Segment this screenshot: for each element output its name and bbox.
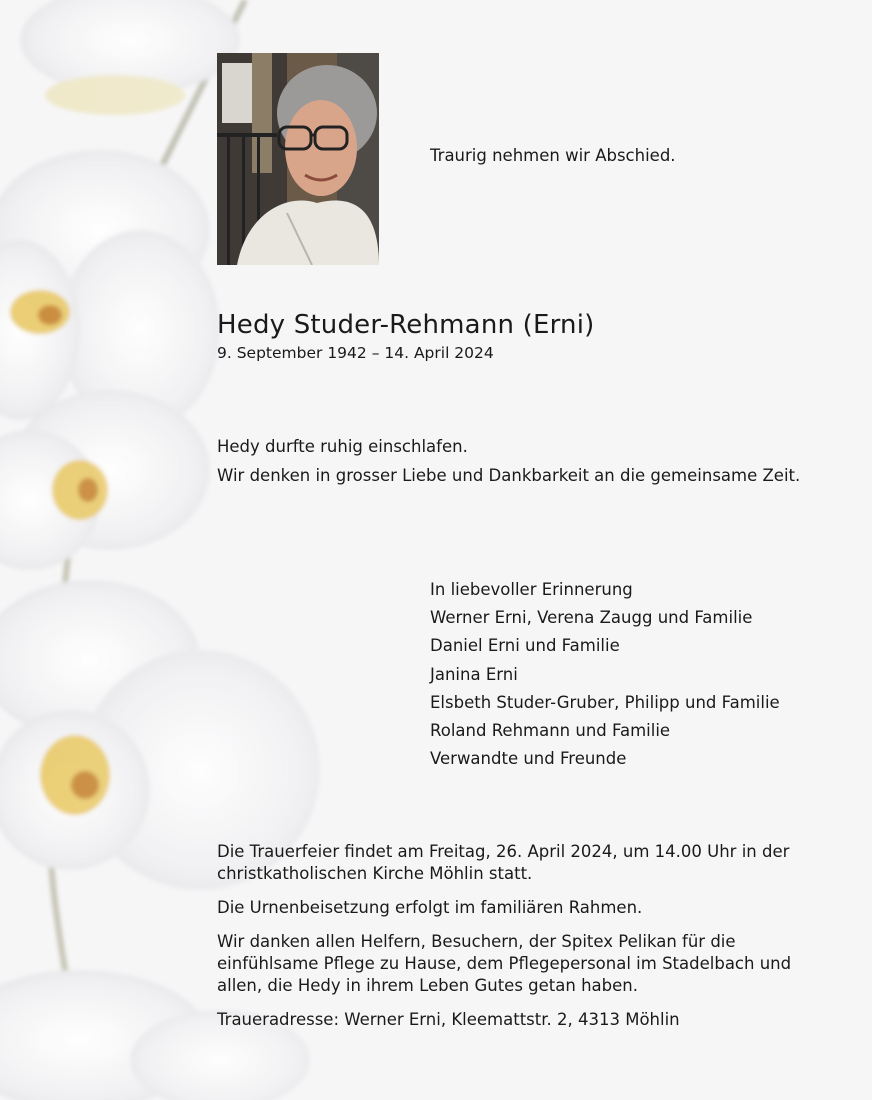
burial-text: Die Urnenbeisetzung erfolgt im familiären Rahmen. [217, 898, 643, 917]
intro-text: Traurig nehmen wir Abschied. [430, 146, 676, 165]
thanks-text: Wir danken allen Helfern, Besuchern, der Spitex Pelikan für die einfühlsame Pflege zu Hause, dem Pflegepersonal im Stadelbach und allen, die Hedy in ihrem Leben Gutes getan haben. [217, 932, 792, 995]
mourner-item: Verwandte und Freunde [430, 749, 627, 769]
life-dates: 9. September 1942 – 14. April 2024 [217, 344, 494, 362]
mourners-list [430, 579, 780, 776]
ceremony-info [217, 841, 827, 1043]
deceased-name: Hedy Studer-Rehmann (Erni) [217, 310, 595, 340]
farewell-message [217, 436, 817, 494]
mourners-heading: In liebevoller Erinnerung [430, 580, 633, 599]
mourner-item: Janina Erni [430, 664, 518, 684]
mourner-item: Werner Erni, Verena Zaugg und Familie [430, 608, 753, 628]
mourner-item: Daniel Erni und Familie [430, 636, 620, 656]
portrait-photo [217, 53, 379, 265]
message-line: Wir denken in grosser Liebe und Dankbarkeit an die gemeinsame Zeit. [217, 466, 801, 485]
message-line: Hedy durfte ruhig einschlafen. [217, 437, 468, 456]
mourner-item: Elsbeth Studer-Gruber, Philipp und Familie [430, 692, 780, 712]
ceremony-text: Die Trauerfeier findet am Freitag, 26. April 2024, um 14.00 Uhr in der christkatholischen Kirche Möhlin statt. [217, 842, 790, 883]
address-text: Traueradresse: Werner Erni, Kleemattstr. 2, 4313 Möhlin [217, 1010, 680, 1029]
mourner-item: Roland Rehmann und Familie [430, 720, 671, 740]
